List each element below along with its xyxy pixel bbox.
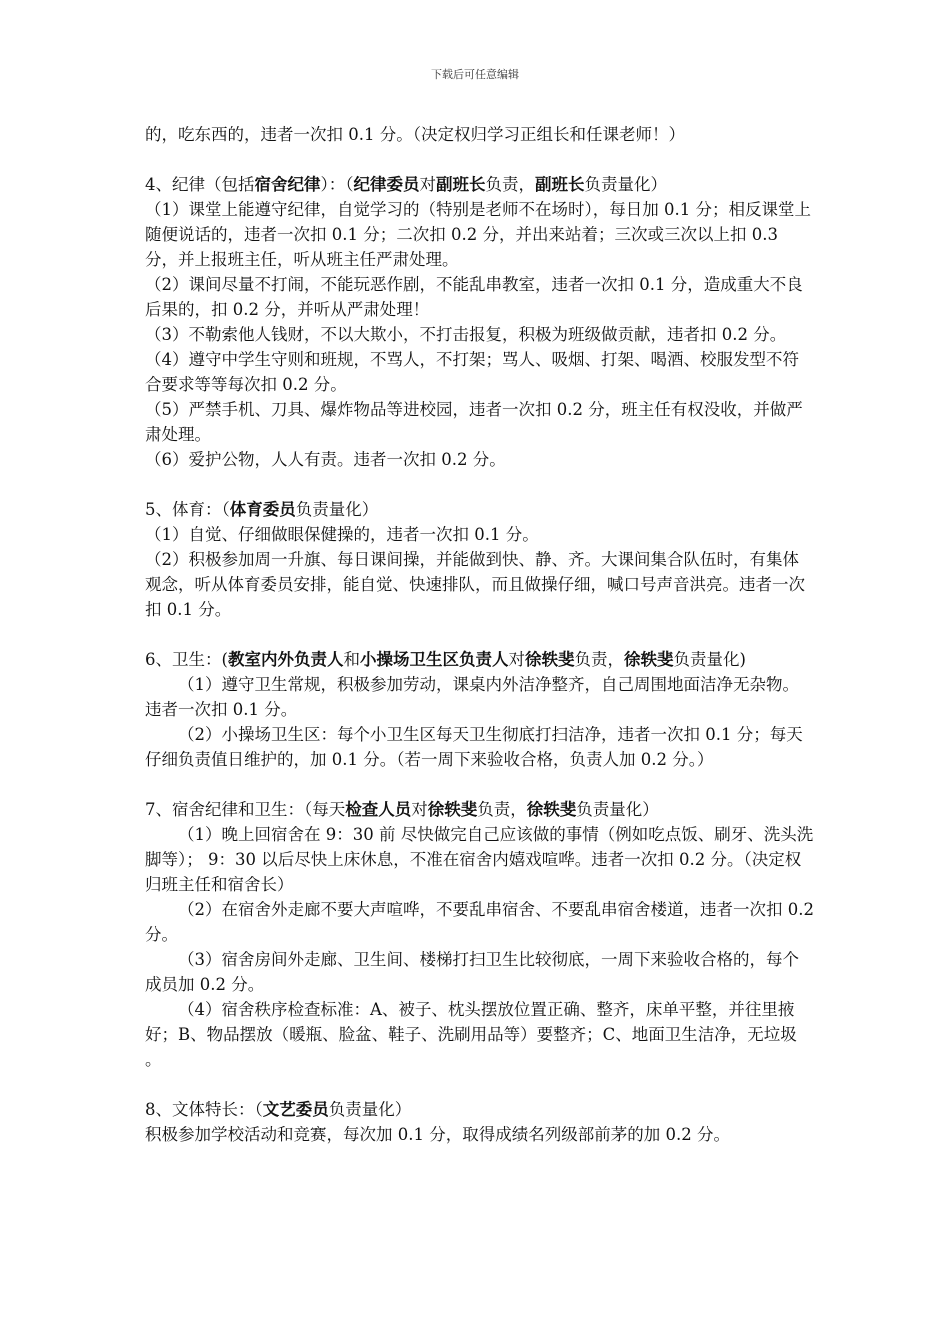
section-7-item-2: （2）在宿舍外走廊不要大声喧哗，不要乱串宿舍、不要乱串宿舍楼道，违者一次扣 0.2 分。	[145, 900, 814, 944]
section-7-heading: 7、宿舍纪律和卫生：（每天检查人员对徐轶斐负责，徐轶斐负责量化）	[145, 800, 659, 819]
section-5-item-2: （2）积极参加周一升旗、每日课间操，并能做到快、静、齐。大课间集合队伍时，有集体观念，听从体育委员安排，能自觉、快速排队，而且做操仔细，喊口号声音洪亮。违者一次扣 0.1 分。	[145, 550, 805, 619]
section-7-item-1: （1）晚上回宿舍在 9：30 前 尽快做完自己应该做的事情（例如吃点饭、刷牙、洗头洗脚等）； 9：30 以后尽快上床休息，不准在宿舍内嬉戏喧哗。违者一次扣 0.2 分。（决定权归班主任和宿舍长）	[145, 825, 814, 894]
section-4-item-5: （5）严禁手机、刀具、爆炸物品等进校园，违者一次扣 0.2 分，班主任有权没收，并做严肃处理。	[145, 400, 803, 444]
section-4-item-3: （3）不勒索他人钱财，不以大欺小，不打击报复，积极为班级做贡献，违者扣 0.2 分。	[145, 325, 787, 344]
section-8-heading: 8、文体特长：（文艺委员负责量化）	[145, 1100, 412, 1119]
section-6-heading: 6、卫生：(教室内外负责人和小操场卫生区负责人对徐轶斐负责，徐轶斐负责量化)	[145, 650, 746, 669]
section-7-item-4: （4）宿舍秩序检查标准：A、被子、枕头摆放位置正确、整齐，床单平整，并往里掖好；B、物品摆放（暖瓶、脸盆、鞋子、洗刷用品等）要整齐；C、地面卫生洁净，无垃圾 。	[145, 1000, 797, 1069]
section-4-item-1: （1）课堂上能遵守纪律，自觉学习的（特别是老师不在场时），每日加 0.1 分；相反课堂上随便说话的，违者一次扣 0.1 分；二次扣 0.2 分，并出来站着；三次或三次以上扣 0.3 分，并上报班主任，听从班主任严肃处理。	[145, 200, 811, 269]
section-6-item-1: （1）遵守卫生常规，积极参加劳动，课桌内外洁净整齐，自己周围地面洁净无杂物。违者一次扣 0.1 分。	[145, 675, 799, 719]
section-8-item-1: 积极参加学校活动和竞赛，每次加 0.1 分，取得成绩名列级部前茅的加 0.2 分。	[145, 1125, 730, 1144]
page-header: 下载后可任意编辑	[431, 68, 519, 81]
section-7-item-3: （3）宿舍房间外走廊、卫生间、楼梯打扫卫生比较彻底，一周下来验收合格的，每个成员加 0.2 分。	[145, 950, 799, 994]
intro-paragraph: 的，吃东西的，违者一次扣 0.1 分。（决定权归学习正组长和任课老师！）	[145, 125, 685, 144]
section-6-item-2: （2）小操场卫生区：每个小卫生区每天卫生彻底打扫洁净，违者一次扣 0.1 分；每天仔细负责值日维护的，加 0.1 分。（若一周下来验收合格，负责人加 0.2 分。）	[145, 725, 803, 769]
section-4-item-4: （4）遵守中学生守则和班规，不骂人，不打架；骂人、吸烟、打架、喝酒、校服发型不符合要求等等每次扣 0.2 分。	[145, 350, 799, 394]
section-4-heading: 4、纪律（包括宿舍纪律）：（纪律委员对副班长负责，副班长负责量化）	[145, 175, 667, 194]
section-5-heading: 5、体育：（体育委员负责量化）	[145, 500, 379, 519]
section-5-item-1: （1）自觉、仔细做眼保健操的，违者一次扣 0.1 分。	[145, 525, 539, 544]
section-4-item-2: （2）课间尽量不打闹，不能玩恶作剧，不能乱串教室，违者一次扣 0.1 分，造成重大不良后果的，扣 0.2 分，并听从严肃处理！	[145, 275, 803, 319]
document-body	[145, 122, 815, 1147]
section-4-item-6: （6）爱护公物，人人有责。违者一次扣 0.2 分。	[145, 450, 506, 469]
